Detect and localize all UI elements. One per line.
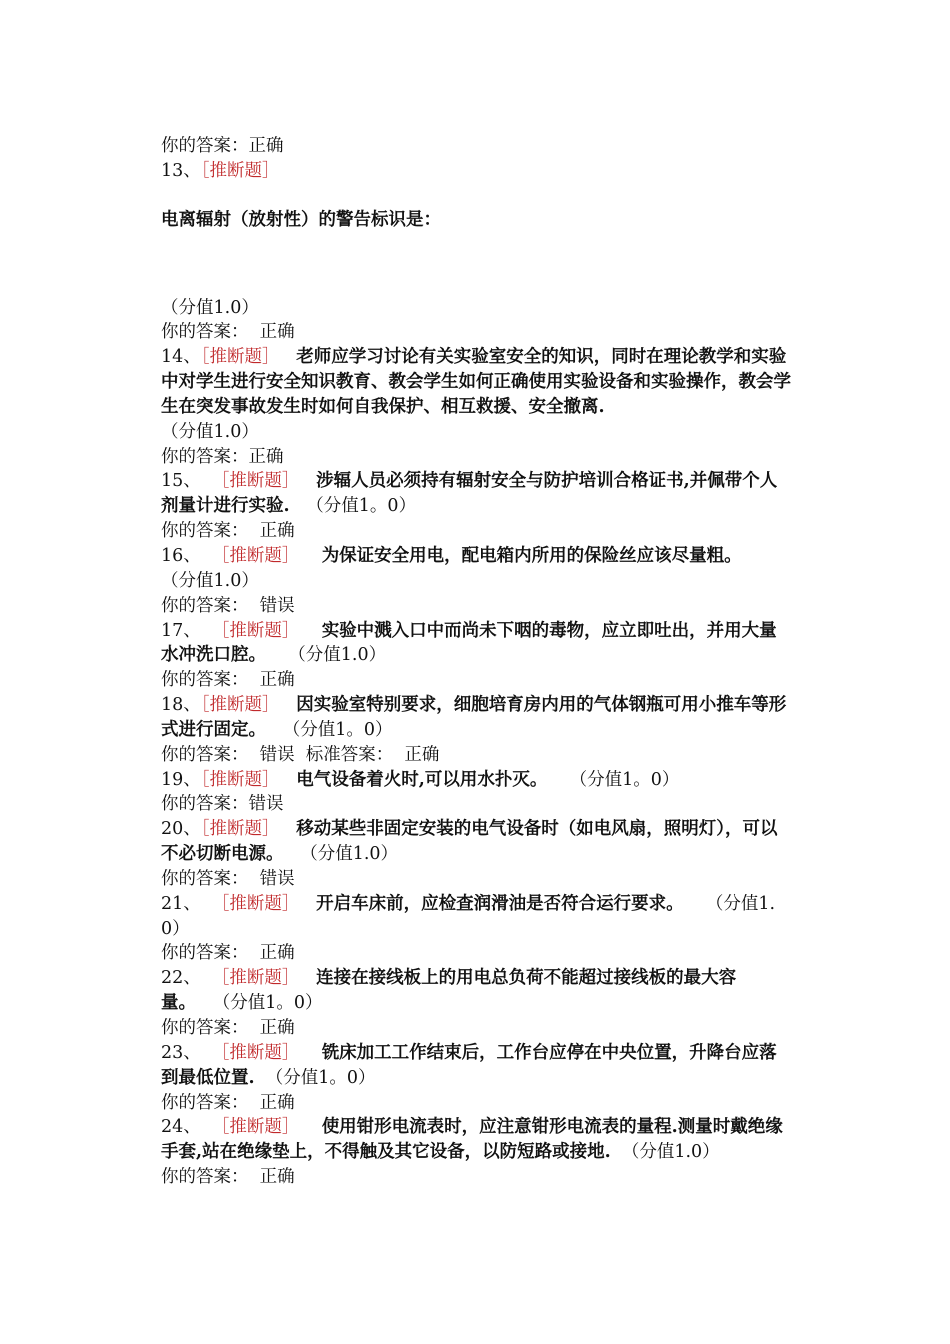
- question-number: 20、: [161, 819, 201, 840]
- answer-label: 你的答案：: [161, 794, 249, 815]
- question-score: （分值1.0）: [288, 645, 387, 666]
- answer-line: [161, 320, 791, 345]
- answer-value: 正确: [248, 446, 284, 467]
- question-type-tag: ［推断题］: [200, 347, 280, 368]
- question-score: （分值1。0）: [569, 769, 680, 790]
- answer-label: 你的答案：: [161, 1018, 249, 1038]
- standard-answer-value: 正确: [404, 744, 440, 765]
- question-text: 移动某些非固定安装的电气设备时（如电风扇，照明灯），可以不必切断电源。: [161, 819, 778, 865]
- question-type-tag: ［推断题］: [211, 471, 300, 492]
- question-number: 22、: [161, 968, 201, 989]
- question-text: 连接在接线板上的用电总负荷不能超过接线板的最大容量。: [161, 968, 737, 1014]
- question-score: （分值1.0）: [621, 1142, 720, 1163]
- answer-value: 正确: [259, 322, 295, 343]
- answer-line: [161, 743, 791, 768]
- question-type-tag: ［推断题］: [200, 695, 280, 716]
- answer-label: 你的答案：: [161, 1092, 249, 1113]
- question-number: 21、: [161, 893, 201, 914]
- question-number: 18、: [161, 695, 201, 716]
- answer-value: 错误: [259, 868, 295, 889]
- answer-value: 错误: [259, 744, 295, 765]
- question-15: [161, 469, 791, 519]
- question-number: 13、: [161, 160, 201, 181]
- answer-value: 错误: [259, 595, 295, 616]
- question-17: [161, 619, 791, 669]
- question-text: 使用钳形电流表时，应注意钳形电流表的量程.测量时戴绝缘手套,站在绝缘垫上，不得触及其它设备，以防短路或接地.: [161, 1117, 783, 1163]
- question-score: （分值1.0）: [161, 297, 259, 318]
- question-20: [161, 817, 791, 867]
- standard-answer-label: 标准答案：: [305, 744, 394, 765]
- question-score: （分值1.0）: [161, 421, 259, 442]
- question-type-tag: ［推断题］: [200, 769, 280, 790]
- answer-value: 正确: [259, 1018, 295, 1038]
- question-23: [161, 1041, 791, 1091]
- question-number: 15、: [161, 471, 201, 492]
- question-score: （分值1.0）: [161, 570, 259, 591]
- question-type-tag: ［推断题］: [211, 893, 300, 914]
- question-text: 涉辐人员必须持有辐射安全与防护培训合格证书,并佩带个人剂量计进行实验.: [161, 471, 778, 517]
- answer-value: 正确: [259, 670, 295, 691]
- answer-value: 正确: [259, 1167, 295, 1188]
- question-type-tag: ［推断题］: [211, 1042, 300, 1063]
- answer-label: 你的答案：: [161, 521, 249, 542]
- question-type-tag: ［推断题］: [200, 160, 280, 181]
- question-score: （分值1。0）: [265, 1067, 376, 1088]
- question-text: 电气设备着火时,可以用水扑灭。: [296, 769, 548, 790]
- answer-line: [161, 519, 791, 544]
- answer-line: [161, 867, 791, 892]
- answer-label: 你的答案：: [161, 322, 249, 343]
- question-score: （分值1。0）: [282, 719, 393, 740]
- answer-line: [161, 1165, 791, 1190]
- question-text: 铣床加工工作结束后，工作台应停在中央位置，升降台应落到最低位置.: [161, 1042, 777, 1088]
- question-score: （分值1.0）: [161, 893, 776, 939]
- question-number: 16、: [161, 545, 201, 566]
- answer-value: 正确: [248, 136, 284, 156]
- question-score: （分值1.0）: [300, 844, 399, 865]
- answer-value: 正确: [259, 521, 295, 542]
- question-13-text: 电离辐射（放射性）的警告标识是：: [161, 209, 441, 230]
- answer-line: [161, 792, 791, 817]
- answer-label: 你的答案：: [161, 868, 249, 889]
- question-text: 老师应学习讨论有关实验室安全的知识，同时在理论教学和实验中对学生进行安全知识教育、教会学生如何正确使用实验设备和实验操作，教会学生在突发事故发生时如何自我保护、相互救援、安全撤离.: [161, 347, 791, 417]
- question-19: [161, 768, 791, 793]
- answer-label: 你的答案：: [161, 595, 249, 616]
- answer-label: 你的答案：: [161, 446, 249, 467]
- question-13-header: [161, 159, 791, 184]
- question-text: 实验中溅入口中而尚未下咽的毒物，应立即吐出，并用大量水冲洗口腔。: [161, 620, 777, 666]
- answer-line: [161, 594, 791, 619]
- answer-label: 你的答案：: [161, 1167, 249, 1188]
- question-score: （分值1。0）: [212, 993, 323, 1014]
- answer-label: 你的答案：: [161, 670, 249, 691]
- answer-line: [161, 445, 791, 470]
- question-24: [161, 1115, 791, 1165]
- question-text: 开启车床前，应检查润滑油是否符合运行要求。: [316, 893, 684, 914]
- answer-line: [161, 134, 791, 159]
- answer-label: 你的答案：: [161, 744, 249, 765]
- answer-label: 你的答案：: [161, 943, 249, 964]
- question-type-tag: ［推断题］: [211, 1117, 300, 1138]
- question-16: [161, 544, 791, 594]
- question-18: [161, 693, 791, 743]
- answer-line: [161, 941, 791, 966]
- question-text: 因实验室特别要求，细胞培育房内用的气体钢瓶可用小推车等形式进行固定。: [161, 695, 787, 740]
- question-type-tag: ［推断题］: [211, 968, 300, 989]
- question-number: 14、: [161, 347, 201, 368]
- question-type-tag: ［推断题］: [211, 620, 300, 641]
- question-type-tag: ［推断题］: [200, 819, 280, 840]
- answer-value: 错误: [248, 794, 284, 815]
- question-number: 24、: [161, 1117, 201, 1138]
- question-21: [161, 892, 791, 942]
- question-14: [161, 345, 791, 444]
- answer-value: 正确: [259, 1092, 295, 1113]
- question-number: 17、: [161, 620, 201, 641]
- document-page: [161, 134, 791, 1190]
- question-number: 23、: [161, 1042, 201, 1063]
- question-score: （分值1。0）: [306, 496, 417, 517]
- question-number: 19、: [161, 769, 201, 790]
- answer-value: 正确: [259, 943, 295, 964]
- answer-line: [161, 668, 791, 693]
- answer-label: 你的答案：: [161, 136, 249, 156]
- answer-line: [161, 1016, 791, 1041]
- question-type-tag: ［推断题］: [211, 545, 300, 566]
- answer-line: [161, 1091, 791, 1116]
- question-text: 为保证安全用电，配电箱内所用的保险丝应该尽量粗。: [321, 545, 742, 566]
- question-22: [161, 966, 791, 1016]
